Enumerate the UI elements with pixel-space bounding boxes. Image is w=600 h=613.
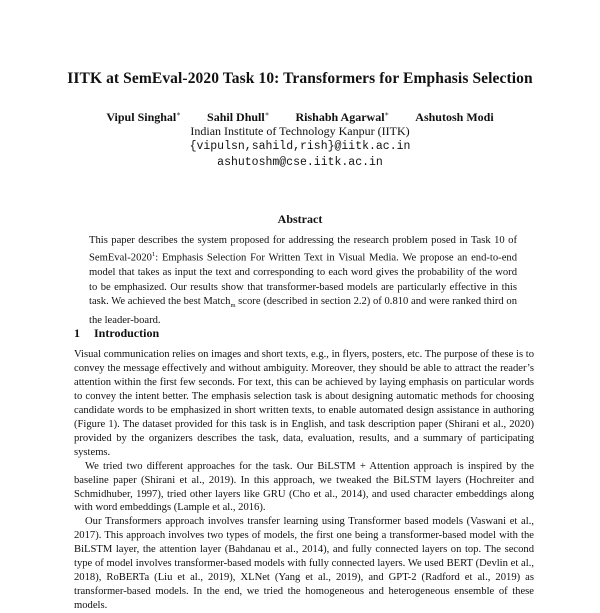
email-line: ashutoshm@cse.iitk.ac.in bbox=[217, 156, 383, 169]
section-body bbox=[74, 348, 534, 613]
section-heading bbox=[74, 326, 159, 341]
author: Ashutosh Modi bbox=[415, 110, 494, 124]
email-line: {vipulsn,sahild,rish}@iitk.ac.in bbox=[189, 140, 411, 153]
section-number: 1 bbox=[74, 326, 80, 340]
author: Rishabh Agarwal∗ bbox=[295, 110, 390, 124]
paper-title: IITK at SemEval-2020 Task 10: Transformers for Emphasis Selection bbox=[67, 70, 533, 87]
section-title: Introduction bbox=[94, 326, 160, 340]
author: Sahil Dhull∗ bbox=[207, 110, 270, 124]
affiliation-block bbox=[0, 123, 600, 171]
abstract-text: This paper describes the system proposed for addressing the research problem posed in Task 10 of SemEval-2020$^1$: Emphasis Selection For Written Text in Visual Media. We propose an end-to-end model that takes as input the text and corresponding to each word gives the probability of the word to be emphasized. Our results show that transformer-based models are particularly effective in this task. We achieved the best Match$_m$ score (described in section 2.2) of 0.810 and were ranked third on the leader-board. bbox=[89, 235, 517, 326]
abstract-heading: Abstract bbox=[277, 212, 323, 226]
author: Vipul Singhal∗ bbox=[106, 110, 182, 124]
paragraph: Visual communication relies on images and short texts, e.g., in flyers, posters, etc. The purpose of these is to convey the message effectively and without ambiguity. Moreover, they should be able to attract the reader’s attention within the first few seconds. For text, this can be achieved by laying emphasis on particular words to convey the intent better. The emphasis selection task is about designing automatic methods for choosing candidate words to be emphasized in short written texts, to enable automated design assistance in authoring (Figure 1). The dataset provided for this task is in English, and task description paper (Shirani et al., 2020) provided by the organizers describes the task, data, evaluation, results, and a summary of participating systems. bbox=[74, 349, 534, 458]
affiliation: Indian Institute of Technology Kanpur (IITK) bbox=[190, 124, 410, 138]
paragraph: We tried two different approaches for the task. Our BiLSTM + Attention approach is inspired by the baseline paper (Shirani et al., 2019). In this approach, we tweaked the BiLSTM layers (Hochreiter and Schmidhuber, 1997), tried other layers like GRU (Cho et al., 2014), and used character embeddings along with word embeddings (Lample et al., 2016). bbox=[74, 460, 534, 514]
paragraph: Our Transformers approach involves transfer learning using Transformer based models (Vaswani et al., 2017). This approach involves two types of models, the first one being a transformer-based model with the BiLSTM layer, the attention layer (Bahdanau et al., 2014), and fully connected layers on top. The second type of model involves transformer-based models with fully connected layers. We used BERT (Devlin et al., 2018), RoBERTa (Liu et al., 2019), XLNet (Yang et al., 2019), and GPT-2 (Radford et al., 2019) as transformer-based models. In the end, we tried the homogeneous and heterogeneous ensemble of these models. bbox=[74, 516, 534, 612]
